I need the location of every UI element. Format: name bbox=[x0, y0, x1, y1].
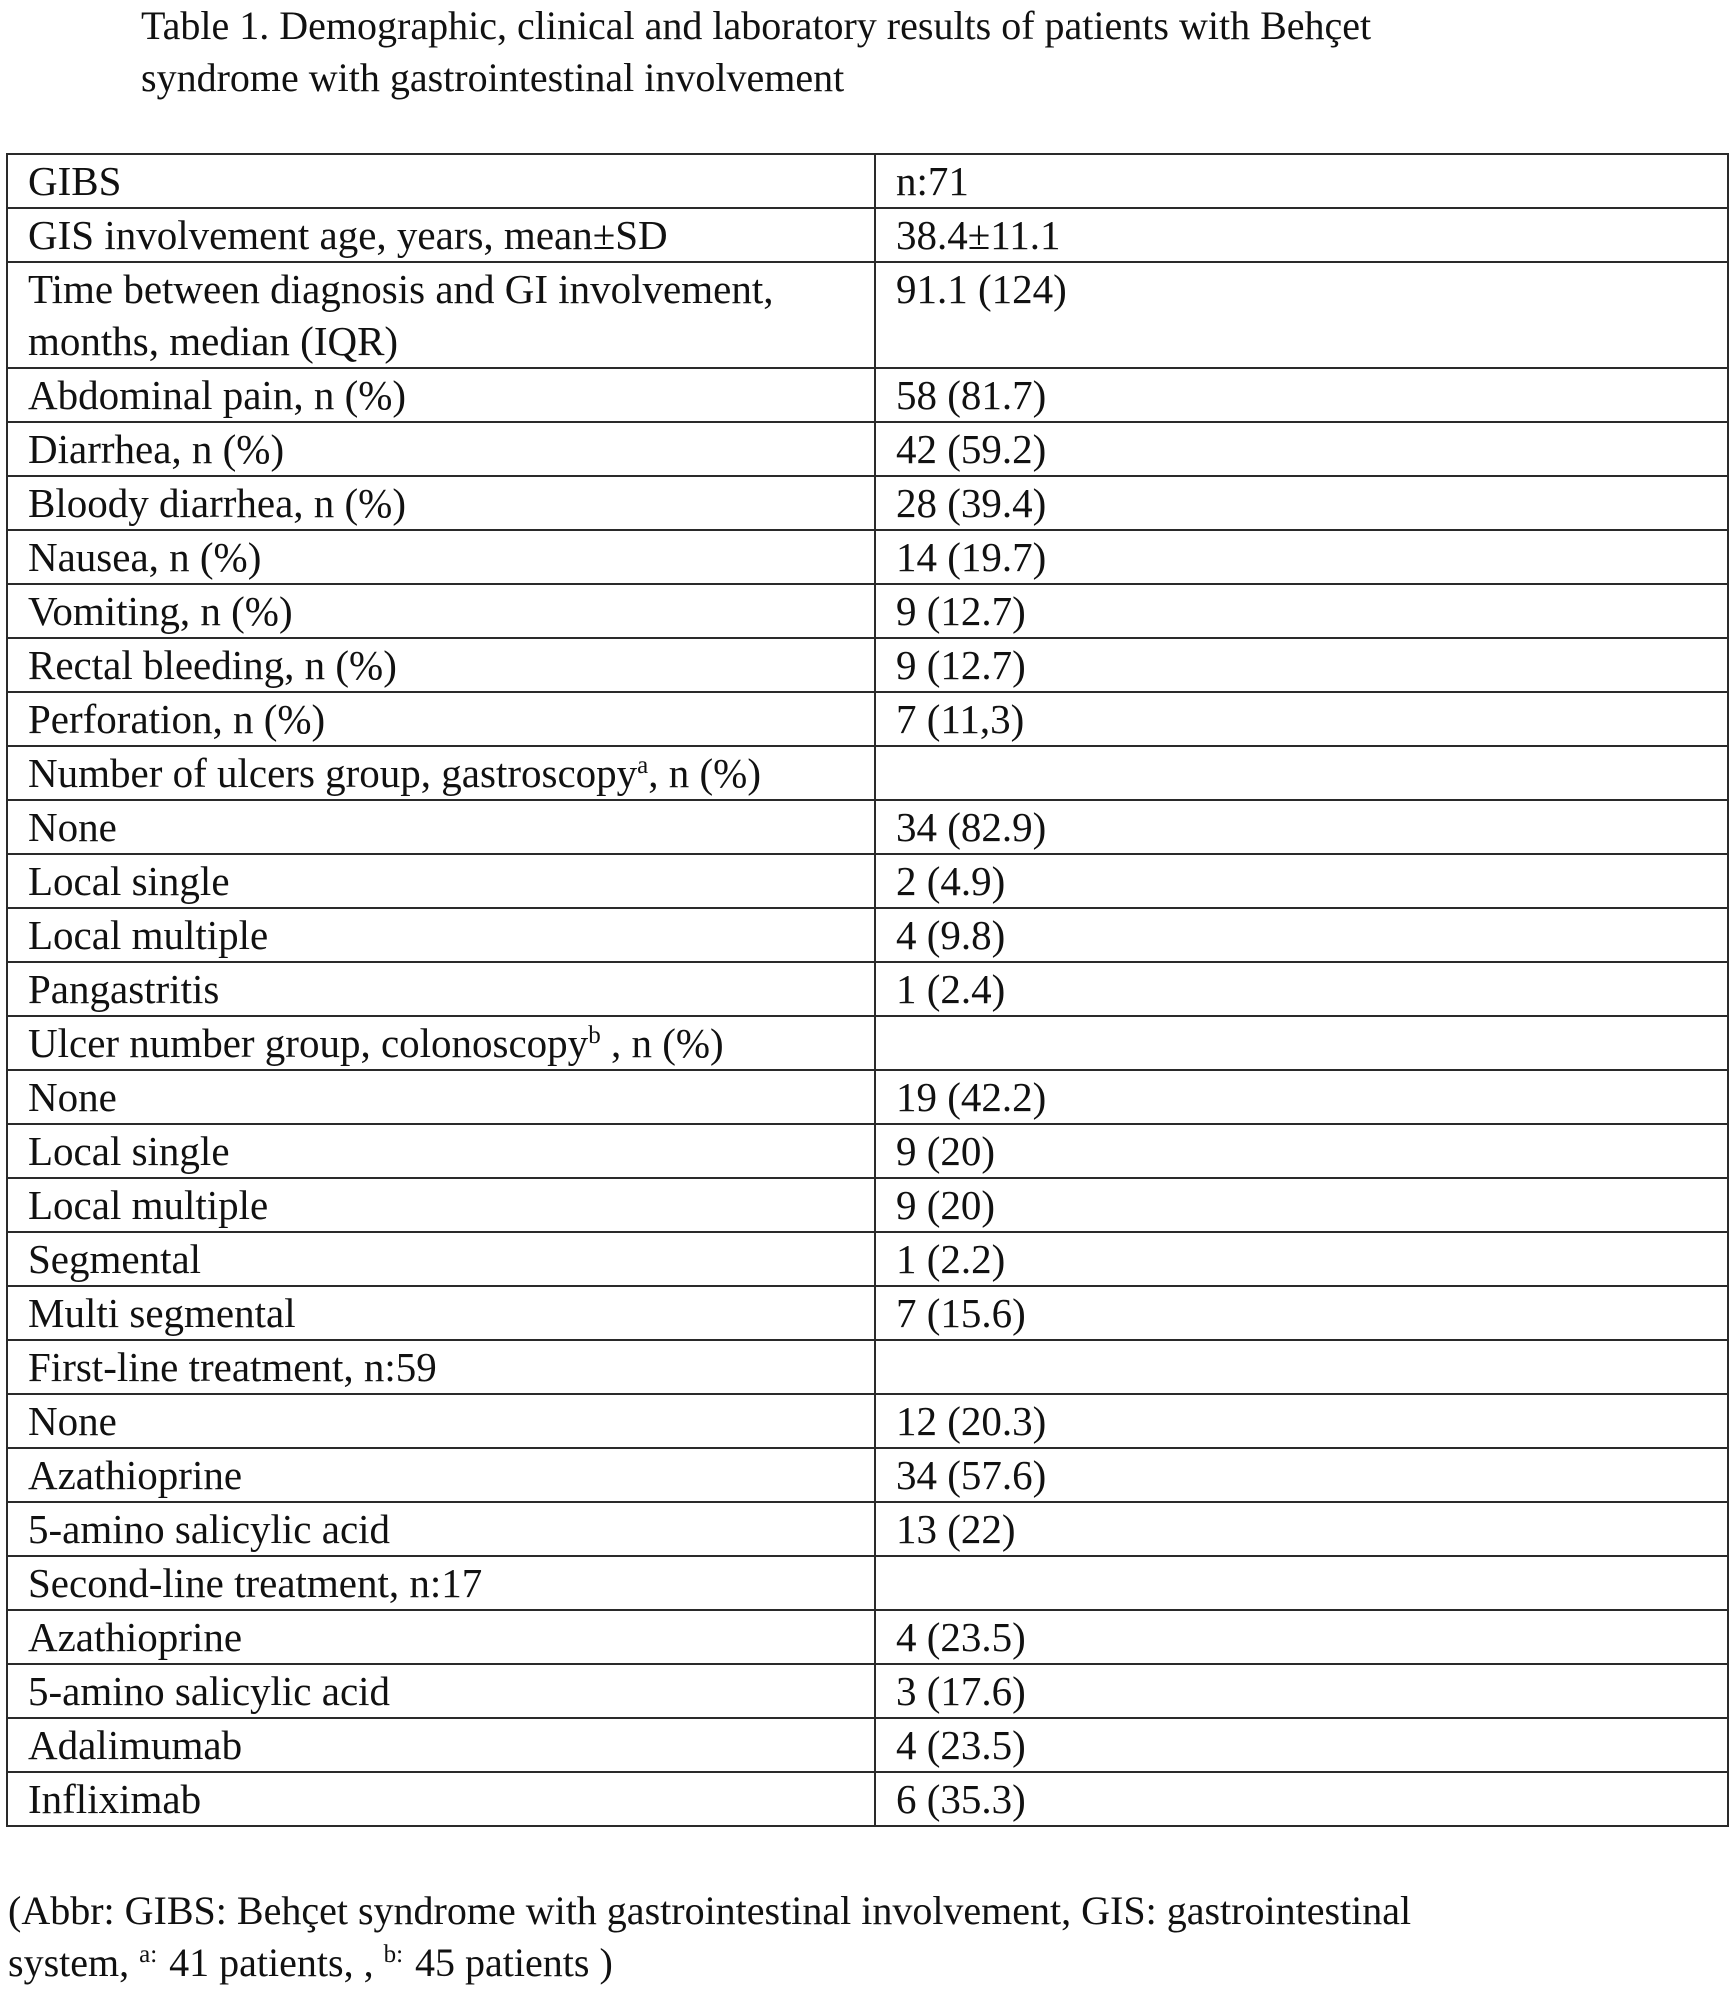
row-value: 12 (20.3) bbox=[896, 1398, 1047, 1444]
row-value-cell bbox=[875, 1070, 1728, 1124]
table-row bbox=[7, 1664, 1728, 1718]
row-label: Ulcer number group, colonoscopy bbox=[28, 1020, 589, 1066]
table-row bbox=[7, 638, 1728, 692]
table-row bbox=[7, 962, 1728, 1016]
row-label-cell bbox=[7, 1502, 875, 1556]
results-table-body bbox=[7, 154, 1728, 1826]
row-label: None bbox=[28, 804, 117, 850]
table-row bbox=[7, 530, 1728, 584]
row-value-cell bbox=[875, 1556, 1728, 1610]
row-value: 34 (82.9) bbox=[896, 804, 1047, 850]
footnote-sup-b: b: bbox=[383, 1941, 404, 1968]
row-value: 28 (39.4) bbox=[896, 480, 1047, 526]
row-label: Local single bbox=[28, 1128, 230, 1174]
row-label: Number of ulcers group, gastroscopy bbox=[28, 750, 638, 796]
row-value-cell bbox=[875, 422, 1728, 476]
row-label-suffix: , n (%) bbox=[648, 750, 761, 796]
row-value-cell bbox=[875, 154, 1728, 208]
row-label-cell bbox=[7, 1340, 875, 1394]
row-label: Local multiple bbox=[28, 912, 269, 958]
row-value: 38.4±11.1 bbox=[896, 212, 1061, 258]
row-label-cell bbox=[7, 1664, 875, 1718]
row-label: 5-amino salicylic acid bbox=[28, 1668, 391, 1714]
row-label-cell bbox=[7, 908, 875, 962]
footnote-system-text: system, bbox=[8, 1940, 140, 1985]
row-label: Perforation, n (%) bbox=[28, 696, 326, 742]
row-value-cell bbox=[875, 368, 1728, 422]
row-value-cell bbox=[875, 1502, 1728, 1556]
row-value-cell bbox=[875, 1124, 1728, 1178]
row-label: Adalimumab bbox=[28, 1722, 243, 1768]
row-value-cell bbox=[875, 1610, 1728, 1664]
row-label: GIBS bbox=[28, 158, 122, 204]
row-label-cell bbox=[7, 1772, 875, 1826]
row-label-cell bbox=[7, 1232, 875, 1286]
row-label: 5-amino salicylic acid bbox=[28, 1506, 391, 1552]
table-row bbox=[7, 208, 1728, 262]
row-value: 34 (57.6) bbox=[896, 1452, 1047, 1498]
row-label-cell bbox=[7, 368, 875, 422]
table-caption bbox=[141, 0, 1661, 104]
row-value-cell bbox=[875, 908, 1728, 962]
caption-line-2: syndrome with gastrointestinal involvement bbox=[141, 55, 845, 100]
row-label-cell bbox=[7, 962, 875, 1016]
row-label-cell bbox=[7, 476, 875, 530]
table-row bbox=[7, 1286, 1728, 1340]
row-label-cell bbox=[7, 1070, 875, 1124]
abbreviation-footnote bbox=[8, 1885, 1718, 1989]
row-label-cell bbox=[7, 1016, 875, 1070]
row-label: Pangastritis bbox=[28, 966, 220, 1012]
row-label: Azathioprine bbox=[28, 1452, 243, 1498]
row-value-cell bbox=[875, 1664, 1728, 1718]
table-row bbox=[7, 1340, 1728, 1394]
row-value: 91.1 (124) bbox=[896, 266, 1067, 312]
row-value-cell bbox=[875, 1394, 1728, 1448]
table-row bbox=[7, 1016, 1728, 1070]
row-label-cell bbox=[7, 208, 875, 262]
table-row bbox=[7, 422, 1728, 476]
row-label-cell bbox=[7, 692, 875, 746]
row-value: 3 (17.6) bbox=[896, 1668, 1026, 1714]
row-value: 6 (35.3) bbox=[896, 1776, 1026, 1822]
row-value-cell bbox=[875, 530, 1728, 584]
table-row bbox=[7, 1124, 1728, 1178]
row-label-cell bbox=[7, 1610, 875, 1664]
row-value-cell bbox=[875, 800, 1728, 854]
row-value: 9 (12.7) bbox=[896, 588, 1026, 634]
row-label-suffix: , n (%) bbox=[600, 1020, 724, 1066]
row-value-cell bbox=[875, 1772, 1728, 1826]
row-value: 58 (81.7) bbox=[896, 372, 1047, 418]
row-value: 7 (11,3) bbox=[896, 696, 1025, 742]
row-label: Nausea, n (%) bbox=[28, 534, 262, 580]
row-label: Local single bbox=[28, 858, 230, 904]
row-value: 2 (4.9) bbox=[896, 858, 1006, 904]
row-value: 9 (20) bbox=[896, 1128, 996, 1174]
row-value-cell bbox=[875, 476, 1728, 530]
row-label: Azathioprine bbox=[28, 1614, 243, 1660]
table-row bbox=[7, 1070, 1728, 1124]
table-row bbox=[7, 476, 1728, 530]
row-label-cell bbox=[7, 1124, 875, 1178]
table-row bbox=[7, 584, 1728, 638]
row-label: Bloody diarrhea, n (%) bbox=[28, 480, 406, 526]
row-label-cell bbox=[7, 1286, 875, 1340]
row-value: n:71 bbox=[896, 158, 969, 204]
row-label: Abdominal pain, n (%) bbox=[28, 372, 407, 418]
row-value-cell bbox=[875, 692, 1728, 746]
row-label-cell bbox=[7, 800, 875, 854]
row-label: Diarrhea, n (%) bbox=[28, 426, 285, 472]
row-value: 14 (19.7) bbox=[896, 534, 1047, 580]
table-row bbox=[7, 368, 1728, 422]
table-row bbox=[7, 1556, 1728, 1610]
row-value-cell bbox=[875, 746, 1728, 800]
row-value-cell bbox=[875, 854, 1728, 908]
footnote-b-count: 45 patients ) bbox=[415, 1940, 613, 1985]
footnote-line-2 bbox=[8, 1937, 1718, 1989]
row-value-cell bbox=[875, 262, 1728, 368]
row-value: 1 (2.2) bbox=[896, 1236, 1006, 1282]
table-row bbox=[7, 692, 1728, 746]
row-label: First-line treatment, n:59 bbox=[28, 1344, 437, 1390]
table-row bbox=[7, 1394, 1728, 1448]
row-label: GIS involvement age, years, mean±SD bbox=[28, 212, 668, 258]
row-label-cell bbox=[7, 1394, 875, 1448]
row-label-cell bbox=[7, 746, 875, 800]
row-label-cell bbox=[7, 854, 875, 908]
row-label: Rectal bleeding, n (%) bbox=[28, 642, 397, 688]
row-label: Infliximab bbox=[28, 1776, 202, 1822]
table-row bbox=[7, 262, 1728, 368]
row-label: None bbox=[28, 1398, 117, 1444]
table-row bbox=[7, 1502, 1728, 1556]
row-label: Local multiple bbox=[28, 1182, 269, 1228]
row-label-superscript: b bbox=[588, 1022, 601, 1049]
row-label: Second-line treatment, n:17 bbox=[28, 1560, 483, 1606]
row-value-cell bbox=[875, 1448, 1728, 1502]
row-label: Segmental bbox=[28, 1236, 202, 1282]
row-label-cell bbox=[7, 422, 875, 476]
table-row bbox=[7, 1610, 1728, 1664]
row-label: None bbox=[28, 1074, 117, 1120]
row-value-cell bbox=[875, 1718, 1728, 1772]
row-value: 4 (23.5) bbox=[896, 1614, 1026, 1660]
footnote-a-count: 41 patients, , bbox=[169, 1940, 384, 1985]
row-value: 42 (59.2) bbox=[896, 426, 1047, 472]
table-row bbox=[7, 908, 1728, 962]
table-row bbox=[7, 1448, 1728, 1502]
row-label-cell bbox=[7, 1178, 875, 1232]
row-value-cell bbox=[875, 962, 1728, 1016]
row-value-cell bbox=[875, 1340, 1728, 1394]
row-value-cell bbox=[875, 584, 1728, 638]
table-row bbox=[7, 854, 1728, 908]
results-table bbox=[6, 153, 1729, 1827]
row-value-cell bbox=[875, 638, 1728, 692]
row-value-cell bbox=[875, 1016, 1728, 1070]
row-label-cell bbox=[7, 638, 875, 692]
row-value: 4 (23.5) bbox=[896, 1722, 1026, 1768]
row-value-cell bbox=[875, 1232, 1728, 1286]
row-value: 9 (12.7) bbox=[896, 642, 1026, 688]
footnote-line-1: (Abbr: GIBS: Behçet syndrome with gastrointestinal involvement, GIS: gastrointestinal bbox=[8, 1888, 1412, 1933]
row-label: Vomiting, n (%) bbox=[28, 588, 293, 634]
row-value: 7 (15.6) bbox=[896, 1290, 1026, 1336]
row-label-cell bbox=[7, 584, 875, 638]
table-row bbox=[7, 154, 1728, 208]
table-row bbox=[7, 800, 1728, 854]
footnote-sup-a: a: bbox=[139, 1941, 158, 1968]
row-label-cell bbox=[7, 1448, 875, 1502]
row-label-cell bbox=[7, 1556, 875, 1610]
row-label-cell bbox=[7, 262, 875, 368]
table-row bbox=[7, 746, 1728, 800]
row-value: 4 (9.8) bbox=[896, 912, 1006, 958]
caption-line-1: Table 1. Demographic, clinical and laboratory results of patients with Behçet bbox=[141, 3, 1372, 48]
row-label: Time between diagnosis and GI involvement, months, median (IQR) bbox=[28, 266, 774, 364]
row-label-cell bbox=[7, 154, 875, 208]
row-value: 19 (42.2) bbox=[896, 1074, 1047, 1120]
row-label: Multi segmental bbox=[28, 1290, 296, 1336]
row-value: 13 (22) bbox=[896, 1506, 1016, 1552]
row-value-cell bbox=[875, 1286, 1728, 1340]
row-value: 9 (20) bbox=[896, 1182, 996, 1228]
row-label-cell bbox=[7, 530, 875, 584]
row-value: 1 (2.4) bbox=[896, 966, 1006, 1012]
table-row bbox=[7, 1232, 1728, 1286]
row-value-cell bbox=[875, 1178, 1728, 1232]
table-row bbox=[7, 1718, 1728, 1772]
table-row bbox=[7, 1772, 1728, 1826]
row-label-superscript: a bbox=[637, 752, 649, 779]
row-label-cell bbox=[7, 1718, 875, 1772]
table-row bbox=[7, 1178, 1728, 1232]
row-value-cell bbox=[875, 208, 1728, 262]
